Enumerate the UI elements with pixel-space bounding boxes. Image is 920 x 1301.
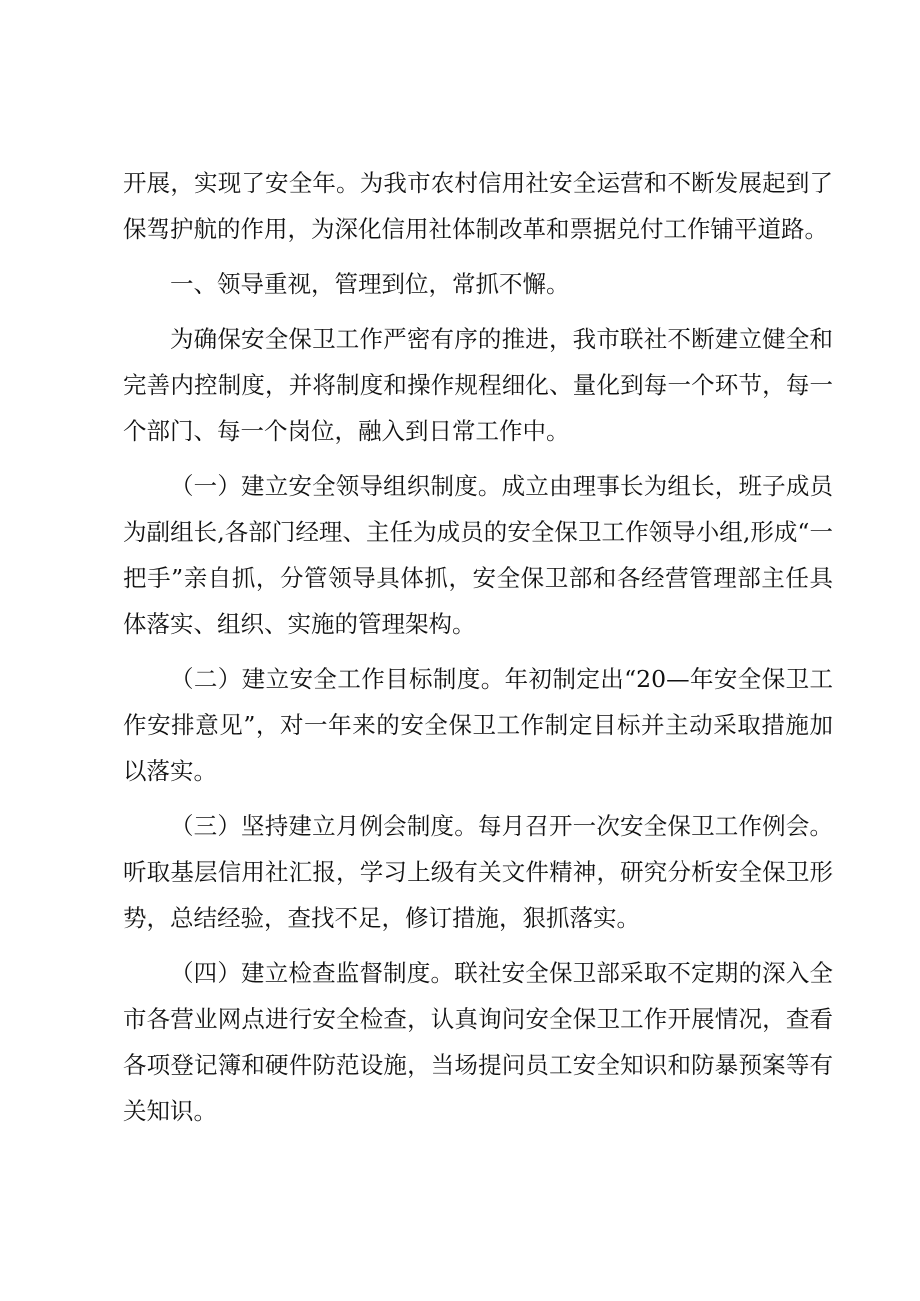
paragraph-item-2: （二）建立安全工作目标制度。年初制定出“20—年安全保卫工作安排意见”，对一年来的安全保卫工作制定目标并主动采取措施加以落实。 (123, 665, 833, 785)
paragraph-item-4: （四）建立检查监督制度。联社安全保卫部采取不定期的深入全市各营业网点进行安全检查，认真询问安全保卫工作开展情况，查看各项登记簿和硬件防范设施，当场提问员工安全知识和防暴预案等有关知识。 (123, 959, 833, 1125)
paragraph-item-1: （一）建立安全领导组织制度。成立由理事长为组长，班子成员为副组长,各部门经理、主任为成员的安全保卫工作领导小组,形成“一把手”亲自抓，分管领导具体抓，安全保卫部和各经营管理部主任具体落实、组织、实施的管理架构。 (123, 472, 833, 638)
section-heading-1: 一、领导重视，管理到位，常抓不懈。 (170, 270, 570, 298)
paragraph-intro: 为确保安全保卫工作严密有序的推进，我市联社不断建立健全和完善内控制度，并将制度和操作规程细化、量化到每一个环节，每一个部门、每一个岗位，融入到日常工作中。 (123, 325, 833, 445)
document-body (123, 160, 833, 1143)
paragraph-continuation: 开展，实现了安全年。为我市农村信用社安全运营和不断发展起到了保驾护航的作用，为深化信用社体制改革和票据兑付工作铺平道路。 (123, 169, 833, 243)
paragraph-item-3: （三）坚持建立月例会制度。每月召开一次安全保卫工作例会。听取基层信用社汇报，学习上级有关文件精神，研究分析安全保卫形势，总结经验，查找不足，修订措施，狠抓落实。 (123, 812, 833, 932)
